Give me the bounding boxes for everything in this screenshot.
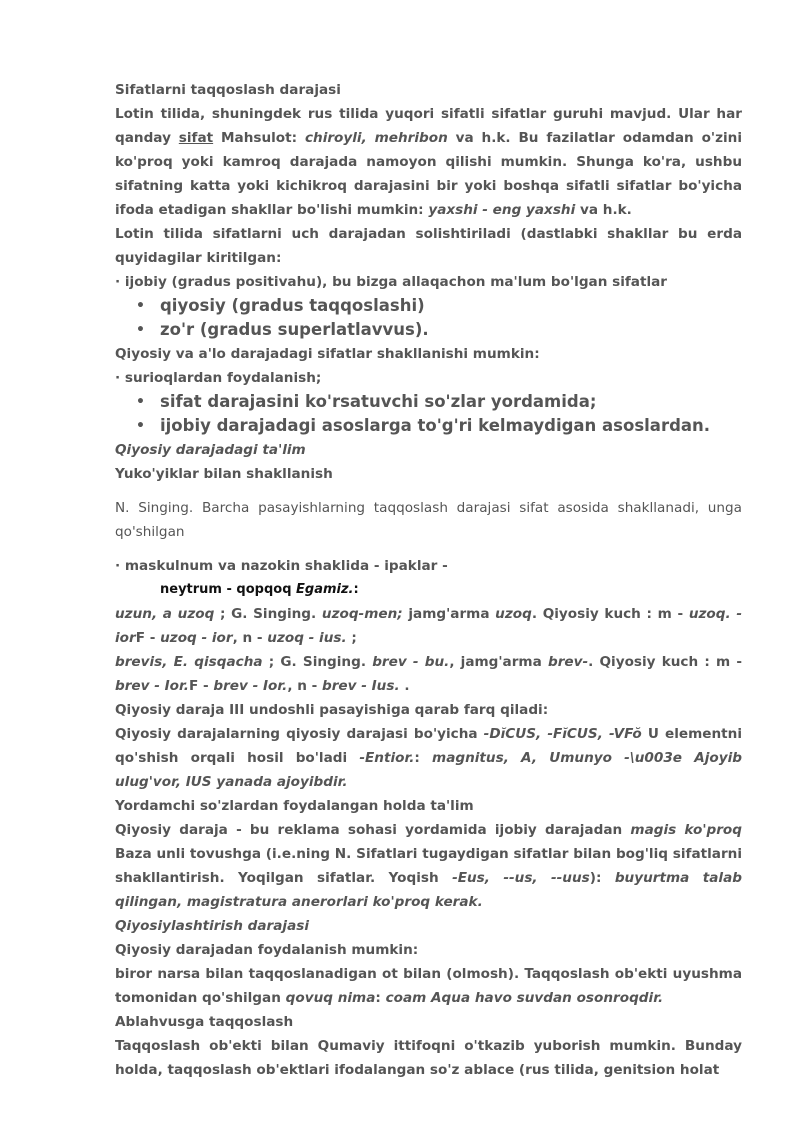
paragraph-three-degrees: Lotin tilida sifatlarni uch darajadan solishtiriladi (dastlabki shakllar bu erda quyidagilar kiritilgan: — [115, 226, 742, 266]
section-heading-suffix-formation: Yuko'yiklar bilan shakllanish — [115, 466, 333, 482]
list-item: • ijobiy darajadagi asoslarga to'g'ri kelmaydigan asoslardan. — [115, 414, 742, 438]
section-heading-comparative: Qiyosiy darajadagi ta'lim — [115, 442, 306, 458]
line-masculine-feminine: · maskulnum va nazokin shaklida - ipaklar - — [115, 558, 448, 574]
list-item: • sifat darajasini ko'rsatuvchi so'zlar yordamida; — [115, 390, 742, 414]
formation-list — [115, 390, 742, 438]
paragraph-ablative: Taqqoslash ob'ekti bilan Qumaviy ittifoqni o'tkazib yuborish mumkin. Bunday holda, taqqoslash ob'ektlari ifodalangan so'z ablace (rus tilida, genitsion holat — [115, 1038, 742, 1078]
list-item: • zo'r (gradus superlatlavvus). — [115, 318, 742, 342]
document-page — [115, 78, 742, 1082]
line-neuter: neytrum - qopqoq Egamiz.: — [160, 582, 359, 597]
degree-list — [115, 294, 742, 342]
section-heading-ablative: Ablahvusga taqqoslash — [115, 1014, 294, 1030]
link-sifat[interactable]: sifat — [178, 130, 214, 146]
section-heading-comparativization: Qiyosiylashtirish darajasi — [115, 918, 310, 934]
paragraph-uzoq-example: uzun, a uzoq ; G. Singing. uzoq-men; jamg'arma uzoq. Qiyosiy kuch : m - uzoq. - iorF - uzoq - ior, n - uzoq - ius. ; — [115, 606, 742, 646]
list-item: • qiyosiy (gradus taqqoslashi) — [115, 294, 742, 318]
line-suffixes: · surioqlardan foydalanish; — [115, 370, 322, 386]
paragraph-formation: Qiyosiy va a'lo darajadagi sifatlar shakllanishi mumkin: — [115, 346, 540, 362]
paragraph-usage: Qiyosiy darajadan foydalanish mumkin: — [115, 942, 419, 958]
paragraph-third-declension: Qiyosiy daraja III undoshli pasayishiga qarab farq qiladi: — [115, 702, 549, 718]
section-heading-comparison: Sifatlarni taqqoslash darajasi — [115, 82, 341, 98]
paragraph-singing: N. Singing. Barcha pasayishlarning taqqoslash darajasi sifat asosida shakllanadi, unga qo'shilgan — [115, 500, 742, 540]
paragraph-magis: Qiyosiy daraja - bu reklama sohasi yordamida ijobiy darajadan magis ko'proq Baza unli tovushga (i.e.ning N. Sifatlari tugaydigan sifatlar bilan bog'liq sifatlarni shakllantirish. Yoqilgan sifatlar. Yoqish -Eus, --us, --uus): buyurtma talab qilingan, magistratura anerorlari ko'proq kerak. — [115, 822, 742, 910]
paragraph-entior: Qiyosiy darajalarning qiyosiy darajasi bo'yicha -DĭCUS, -FĭCUS, -VFŏ U elementni qo'shish orqali hosil bo'ladi -Entior.: magnitus, A, Umunyo -\u003e Ajoyib ulug'vor, IUS yanada ajoyibdir. — [115, 726, 742, 790]
paragraph-intro: Lotin tilida, shuningdek rus tilida yuqori sifatli sifatlar guruhi mavjud. Ular har qanday sifat Mahsulot: chiroyli, mehribon va h.k. Bu fazilatlar odamdan o'zini ko'proq yoki kamroq darajada namoyon qilishi mumkin. Shunga ko'ra, ushbu sifatning katta yoki kichikroq darajasini bir yoki boshqa sifatli sifatlar bo'yicha ifoda etadigan shakllar bo'lishi mumkin: yaxshi - eng yaxshi va h.k. — [115, 106, 742, 218]
section-heading-auxiliary: Yordamchi so'zlardan foydalangan holda ta'lim — [115, 798, 474, 814]
paragraph-brevis-example: brevis, E. qisqacha ; G. Singing. brev - bu., jamg'arma brev-. Qiyosiy kuch : m - brev - Ior.F - brev - Ior., n - brev - Ius. . — [115, 654, 742, 694]
paragraph-quam: biror narsa bilan taqqoslanadigan ot bilan (olmosh). Taqqoslash ob'ekti uyushma tomonidan qo'shilgan qovuq nima: coam Aqua havo suvdan osonroqdir. — [115, 966, 742, 1006]
line-positive-degree: · ijobiy (gradus positivahu), bu bizga allaqachon ma'lum bo'lgan sifatlar — [115, 274, 668, 290]
